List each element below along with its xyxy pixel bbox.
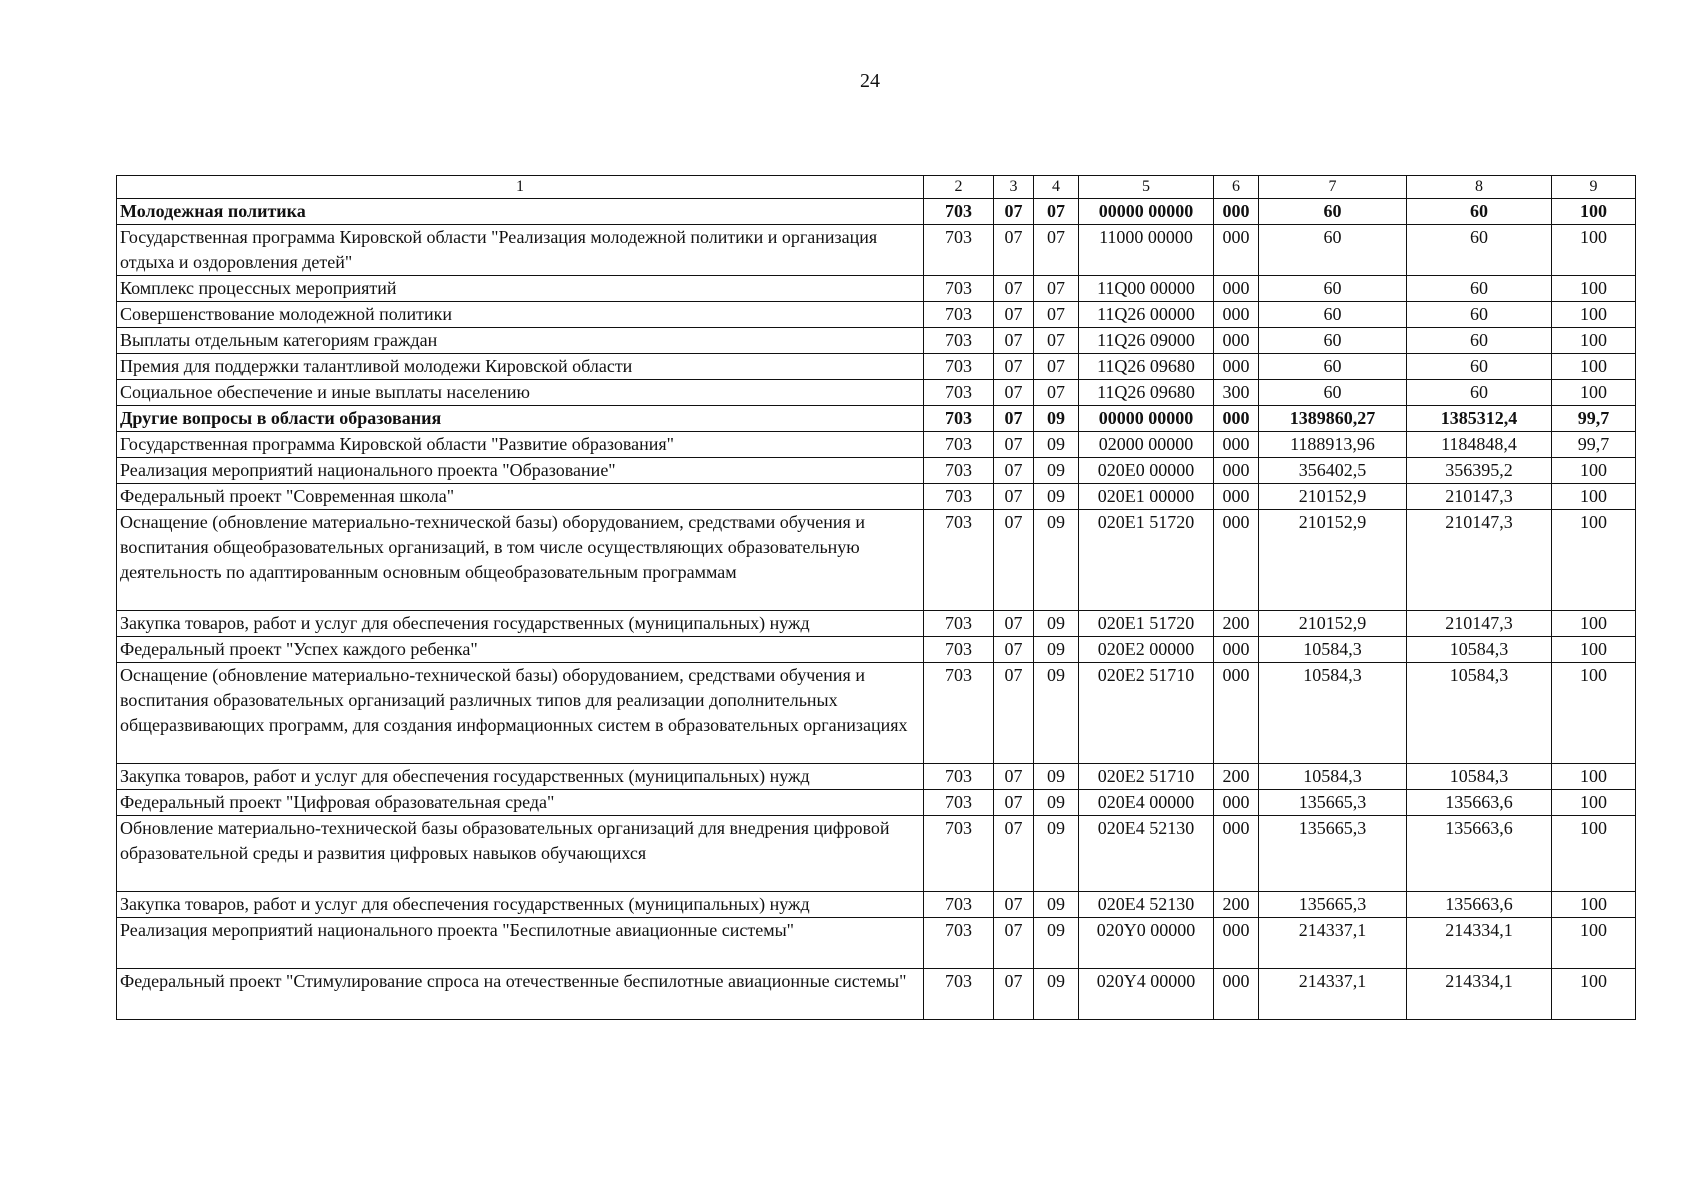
row-name-cell: Выплаты отдельным категориям граждан [117,328,924,354]
row-value-cell-3: 07 [994,225,1034,276]
column-header: 8 [1407,176,1552,199]
row-value-cell-7: 60 [1259,276,1407,302]
row-name-cell: Государственная программа Кировской области "Развитие образования" [117,432,924,458]
table-row [117,276,1636,302]
row-value-cell-4: 09 [1034,816,1079,892]
row-value-cell-8: 356395,2 [1407,458,1552,484]
row-value-cell-2: 703 [924,225,994,276]
column-header: 1 [117,176,924,199]
row-value-cell-5: 020E2 00000 [1079,637,1214,663]
row-value-cell-9: 100 [1552,276,1636,302]
row-value-cell-8: 1184848,4 [1407,432,1552,458]
column-header: 9 [1552,176,1636,199]
row-value-cell-9: 100 [1552,611,1636,637]
row-value-cell-2: 703 [924,484,994,510]
row-value-cell-4: 07 [1034,199,1079,225]
table-row [117,510,1636,611]
row-value-cell-5: 11Q00 00000 [1079,276,1214,302]
row-value-cell-3: 07 [994,663,1034,764]
row-value-cell-3: 07 [994,406,1034,432]
table-row [117,790,1636,816]
row-value-cell-8: 60 [1407,276,1552,302]
row-value-cell-3: 07 [994,484,1034,510]
row-value-cell-4: 09 [1034,764,1079,790]
row-value-cell-3: 07 [994,199,1034,225]
row-value-cell-8: 135663,6 [1407,816,1552,892]
row-value-cell-2: 703 [924,510,994,611]
row-value-cell-2: 703 [924,406,994,432]
row-name-cell: Закупка товаров, работ и услуг для обеспечения государственных (муниципальных) нужд [117,611,924,637]
row-value-cell-2: 703 [924,432,994,458]
row-value-cell-2: 703 [924,380,994,406]
table-row [117,199,1636,225]
row-value-cell-7: 60 [1259,328,1407,354]
row-value-cell-9: 100 [1552,790,1636,816]
row-value-cell-5: 020Y0 00000 [1079,918,1214,969]
row-value-cell-3: 07 [994,918,1034,969]
row-value-cell-5: 00000 00000 [1079,199,1214,225]
row-value-cell-8: 60 [1407,354,1552,380]
row-value-cell-7: 1389860,27 [1259,406,1407,432]
row-value-cell-2: 703 [924,354,994,380]
row-value-cell-2: 703 [924,276,994,302]
row-value-cell-2: 703 [924,328,994,354]
row-value-cell-6: 000 [1214,790,1259,816]
row-value-cell-8: 1385312,4 [1407,406,1552,432]
row-value-cell-7: 60 [1259,225,1407,276]
table-row [117,406,1636,432]
row-value-cell-9: 100 [1552,637,1636,663]
row-value-cell-3: 07 [994,510,1034,611]
row-value-cell-8: 60 [1407,328,1552,354]
row-value-cell-9: 100 [1552,510,1636,611]
row-value-cell-7: 210152,9 [1259,484,1407,510]
row-value-cell-7: 60 [1259,380,1407,406]
row-value-cell-4: 09 [1034,510,1079,611]
row-value-cell-3: 07 [994,458,1034,484]
table-row [117,458,1636,484]
row-value-cell-4: 07 [1034,328,1079,354]
row-value-cell-6: 000 [1214,637,1259,663]
row-value-cell-6: 000 [1214,663,1259,764]
row-value-cell-8: 60 [1407,302,1552,328]
row-value-cell-6: 000 [1214,354,1259,380]
row-value-cell-6: 000 [1214,458,1259,484]
row-value-cell-9: 100 [1552,816,1636,892]
row-value-cell-7: 135665,3 [1259,892,1407,918]
row-value-cell-3: 07 [994,637,1034,663]
table-row [117,611,1636,637]
row-value-cell-9: 100 [1552,199,1636,225]
row-name-cell: Другие вопросы в области образования [117,406,924,432]
row-name-cell: Реализация мероприятий национального проекта "Образование" [117,458,924,484]
row-value-cell-4: 09 [1034,637,1079,663]
column-header: 4 [1034,176,1079,199]
row-value-cell-5: 11Q26 00000 [1079,302,1214,328]
row-name-cell: Федеральный проект "Стимулирование спроса на отечественные беспилотные авиационные системы" [117,969,924,1020]
row-value-cell-7: 1188913,96 [1259,432,1407,458]
row-value-cell-4: 09 [1034,892,1079,918]
row-value-cell-6: 000 [1214,432,1259,458]
row-value-cell-7: 210152,9 [1259,611,1407,637]
row-value-cell-7: 60 [1259,354,1407,380]
row-value-cell-6: 000 [1214,918,1259,969]
row-value-cell-9: 99,7 [1552,406,1636,432]
row-value-cell-5: 020E4 00000 [1079,790,1214,816]
row-value-cell-9: 100 [1552,225,1636,276]
table-row [117,328,1636,354]
table-row [117,354,1636,380]
row-value-cell-9: 100 [1552,663,1636,764]
column-header: 3 [994,176,1034,199]
row-value-cell-2: 703 [924,816,994,892]
row-value-cell-9: 100 [1552,354,1636,380]
column-header: 6 [1214,176,1259,199]
row-value-cell-9: 100 [1552,764,1636,790]
row-value-cell-2: 703 [924,663,994,764]
row-value-cell-7: 135665,3 [1259,816,1407,892]
row-value-cell-4: 09 [1034,663,1079,764]
column-header: 7 [1259,176,1407,199]
row-name-cell: Федеральный проект "Успех каждого ребенка" [117,637,924,663]
row-value-cell-2: 703 [924,790,994,816]
row-value-cell-2: 703 [924,458,994,484]
row-value-cell-6: 000 [1214,969,1259,1020]
table-row [117,663,1636,764]
row-name-cell: Молодежная политика [117,199,924,225]
row-value-cell-4: 07 [1034,354,1079,380]
row-value-cell-8: 135663,6 [1407,892,1552,918]
table-row [117,484,1636,510]
row-value-cell-7: 214337,1 [1259,969,1407,1020]
row-value-cell-2: 703 [924,637,994,663]
row-value-cell-2: 703 [924,302,994,328]
row-value-cell-9: 99,7 [1552,432,1636,458]
row-value-cell-9: 100 [1552,328,1636,354]
row-value-cell-8: 135663,6 [1407,790,1552,816]
row-value-cell-2: 703 [924,764,994,790]
row-value-cell-8: 10584,3 [1407,764,1552,790]
row-value-cell-3: 07 [994,764,1034,790]
row-value-cell-5: 020E2 51710 [1079,764,1214,790]
row-value-cell-5: 020Y4 00000 [1079,969,1214,1020]
row-value-cell-8: 60 [1407,380,1552,406]
row-value-cell-5: 11Q26 09680 [1079,354,1214,380]
row-value-cell-8: 10584,3 [1407,637,1552,663]
row-value-cell-4: 09 [1034,611,1079,637]
table-row [117,225,1636,276]
budget-table [116,175,1636,1020]
row-value-cell-5: 020E0 00000 [1079,458,1214,484]
row-value-cell-8: 210147,3 [1407,510,1552,611]
row-value-cell-4: 09 [1034,918,1079,969]
row-value-cell-5: 02000 00000 [1079,432,1214,458]
row-value-cell-6: 000 [1214,225,1259,276]
row-value-cell-8: 210147,3 [1407,611,1552,637]
row-value-cell-5: 020E1 51720 [1079,611,1214,637]
row-name-cell: Оснащение (обновление материально-технической базы) оборудованием, средствами обучения и воспитания общеобразовательных организаций, в том числе осуществляющих образовательную деятельность по адаптированным основным общеобразовательным программам [117,510,924,611]
row-value-cell-6: 200 [1214,764,1259,790]
row-value-cell-2: 703 [924,969,994,1020]
row-value-cell-5: 020E1 00000 [1079,484,1214,510]
table-row [117,637,1636,663]
row-value-cell-7: 10584,3 [1259,764,1407,790]
row-name-cell: Федеральный проект "Современная школа" [117,484,924,510]
row-value-cell-4: 09 [1034,969,1079,1020]
row-value-cell-5: 020E4 52130 [1079,816,1214,892]
row-value-cell-5: 11Q26 09000 [1079,328,1214,354]
row-value-cell-7: 60 [1259,302,1407,328]
row-value-cell-8: 60 [1407,199,1552,225]
row-value-cell-4: 09 [1034,484,1079,510]
row-value-cell-5: 020E1 51720 [1079,510,1214,611]
row-value-cell-3: 07 [994,790,1034,816]
column-number-row [117,176,1636,199]
row-value-cell-5: 11000 00000 [1079,225,1214,276]
row-name-cell: Комплекс процессных мероприятий [117,276,924,302]
row-value-cell-7: 10584,3 [1259,637,1407,663]
row-value-cell-9: 100 [1552,302,1636,328]
table-row [117,302,1636,328]
row-value-cell-8: 60 [1407,225,1552,276]
table-row [117,380,1636,406]
row-value-cell-9: 100 [1552,458,1636,484]
row-value-cell-6: 000 [1214,406,1259,432]
row-value-cell-6: 000 [1214,484,1259,510]
row-name-cell: Государственная программа Кировской области "Реализация молодежной политики и организация отдыха и оздоровления детей" [117,225,924,276]
row-name-cell: Закупка товаров, работ и услуг для обеспечения государственных (муниципальных) нужд [117,892,924,918]
row-value-cell-5: 020E2 51710 [1079,663,1214,764]
row-value-cell-3: 07 [994,328,1034,354]
row-value-cell-2: 703 [924,199,994,225]
table-row [117,816,1636,892]
row-name-cell: Реализация мероприятий национального проекта "Беспилотные авиационные системы" [117,918,924,969]
row-value-cell-6: 000 [1214,302,1259,328]
row-value-cell-9: 100 [1552,918,1636,969]
row-value-cell-6: 300 [1214,380,1259,406]
row-value-cell-5: 11Q26 09680 [1079,380,1214,406]
row-value-cell-7: 214337,1 [1259,918,1407,969]
row-value-cell-7: 356402,5 [1259,458,1407,484]
row-value-cell-4: 07 [1034,276,1079,302]
row-name-cell: Социальное обеспечение и иные выплаты населению [117,380,924,406]
row-name-cell: Закупка товаров, работ и услуг для обеспечения государственных (муниципальных) нужд [117,764,924,790]
row-name-cell: Совершенствование молодежной политики [117,302,924,328]
row-value-cell-3: 07 [994,380,1034,406]
table-row [117,892,1636,918]
row-value-cell-9: 100 [1552,892,1636,918]
row-value-cell-6: 000 [1214,276,1259,302]
page-number: 24 [860,70,880,92]
row-value-cell-6: 200 [1214,892,1259,918]
row-value-cell-8: 210147,3 [1407,484,1552,510]
row-name-cell: Обновление материально-технической базы образовательных организаций для внедрения цифровой образовательной среды и развития цифровых навыков обучающихся [117,816,924,892]
row-value-cell-3: 07 [994,354,1034,380]
row-value-cell-6: 000 [1214,199,1259,225]
table-body [117,199,1636,1020]
table-row [117,432,1636,458]
row-value-cell-4: 09 [1034,458,1079,484]
column-header: 5 [1079,176,1214,199]
row-value-cell-3: 07 [994,302,1034,328]
row-name-cell: Федеральный проект "Цифровая образовательная среда" [117,790,924,816]
column-header: 2 [924,176,994,199]
row-value-cell-5: 020E4 52130 [1079,892,1214,918]
row-value-cell-3: 07 [994,969,1034,1020]
row-value-cell-3: 07 [994,816,1034,892]
row-value-cell-7: 135665,3 [1259,790,1407,816]
row-value-cell-2: 703 [924,892,994,918]
row-value-cell-3: 07 [994,892,1034,918]
row-value-cell-3: 07 [994,432,1034,458]
row-value-cell-6: 000 [1214,510,1259,611]
row-name-cell: Оснащение (обновление материально-технической базы) оборудованием, средствами обучения и воспитания образовательных организаций различных типов для реализации дополнительных общеразвивающих программ, для создания информационных систем в образовательных организациях [117,663,924,764]
row-value-cell-2: 703 [924,611,994,637]
row-value-cell-7: 10584,3 [1259,663,1407,764]
row-value-cell-7: 60 [1259,199,1407,225]
row-value-cell-6: 000 [1214,816,1259,892]
row-value-cell-8: 214334,1 [1407,918,1552,969]
row-value-cell-8: 214334,1 [1407,969,1552,1020]
table-row [117,969,1636,1020]
row-value-cell-4: 07 [1034,302,1079,328]
row-value-cell-9: 100 [1552,969,1636,1020]
row-value-cell-9: 100 [1552,484,1636,510]
row-value-cell-2: 703 [924,918,994,969]
row-value-cell-4: 09 [1034,406,1079,432]
row-value-cell-4: 07 [1034,380,1079,406]
row-value-cell-4: 09 [1034,432,1079,458]
row-value-cell-6: 200 [1214,611,1259,637]
row-value-cell-5: 00000 00000 [1079,406,1214,432]
table-row [117,764,1636,790]
row-value-cell-3: 07 [994,276,1034,302]
row-value-cell-7: 210152,9 [1259,510,1407,611]
row-value-cell-9: 100 [1552,380,1636,406]
row-value-cell-8: 10584,3 [1407,663,1552,764]
row-value-cell-3: 07 [994,611,1034,637]
row-value-cell-6: 000 [1214,328,1259,354]
table-row [117,918,1636,969]
row-value-cell-4: 07 [1034,225,1079,276]
row-value-cell-4: 09 [1034,790,1079,816]
row-name-cell: Премия для поддержки талантливой молодежи Кировской области [117,354,924,380]
